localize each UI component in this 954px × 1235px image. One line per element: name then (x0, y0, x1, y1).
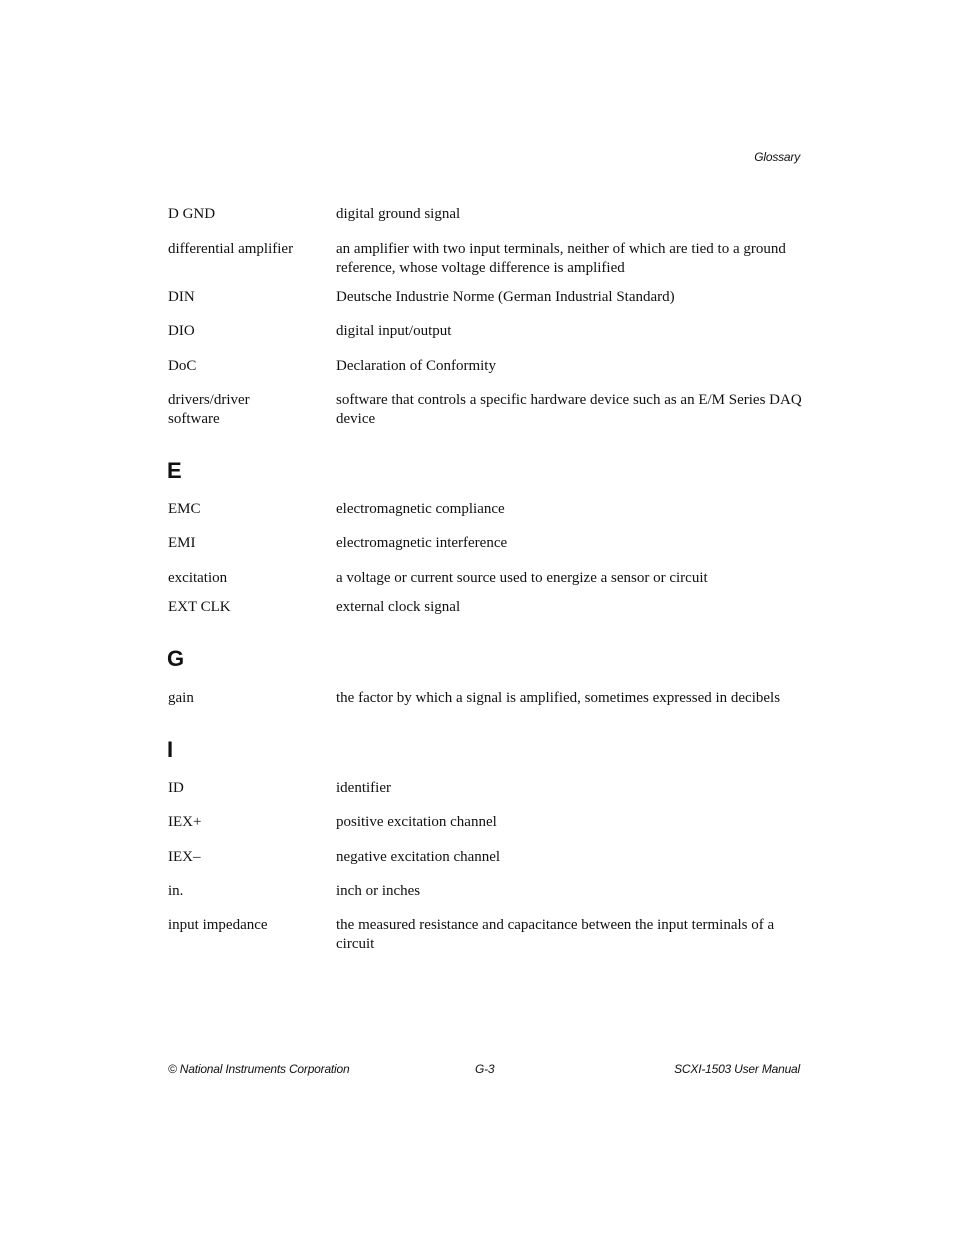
section-heading-e: E (167, 458, 182, 483)
glossary-definition: external clock signal (336, 599, 461, 615)
glossary-definition: Declaration of Conformity (336, 358, 496, 374)
glossary-definition: software that controls a specific hardware device such as an E/M Series DAQ device (336, 392, 802, 427)
glossary-term: DIO (168, 323, 195, 339)
glossary-term: EXT CLK (168, 599, 231, 615)
glossary-term: EMC (168, 501, 201, 517)
glossary-definition: negative excitation channel (336, 849, 501, 865)
glossary-term: IEX– (168, 849, 201, 865)
glossary-definition: digital ground signal (336, 206, 461, 222)
footer-copyright: © National Instruments Corporation (168, 1062, 350, 1076)
glossary-definition: electromagnetic interference (336, 535, 508, 551)
glossary-definition: a voltage or current source used to energize a sensor or circuit (336, 570, 708, 586)
glossary-term: DIN (168, 289, 195, 305)
footer-manual-title: SCXI-1503 User Manual (674, 1062, 800, 1076)
glossary-term: in. (168, 883, 184, 899)
glossary-definition: identifier (336, 780, 391, 796)
section-heading-g: G (167, 646, 185, 671)
glossary-definition: the factor by which a signal is amplified, sometimes expressed in decibels (336, 690, 781, 706)
glossary-term: EMI (168, 535, 196, 551)
glossary-term: differential amplifier (168, 241, 294, 257)
section-heading-i: I (167, 737, 174, 762)
running-header: Glossary (754, 150, 800, 164)
glossary-term: input impedance (168, 917, 268, 933)
glossary-definition: inch or inches (336, 883, 421, 899)
glossary-term: DoC (168, 358, 197, 374)
glossary-definition: Deutsche Industrie Norme (German Industrial Standard) (336, 289, 675, 305)
glossary-term: drivers/driver software (168, 392, 250, 427)
glossary-definition: digital input/output (336, 323, 452, 339)
glossary-definition: positive excitation channel (336, 814, 497, 830)
glossary-definition: electromagnetic compliance (336, 501, 505, 517)
glossary-definition: an amplifier with two input terminals, neither of which are tied to a ground reference, whose voltage difference is amplified (336, 241, 786, 276)
glossary-term: excitation (168, 570, 228, 586)
glossary-term: ID (168, 780, 184, 796)
glossary-term: gain (168, 690, 194, 706)
glossary-definition: the measured resistance and capacitance between the input terminals of a circuit (336, 917, 775, 952)
page-number: G-3 (475, 1062, 495, 1076)
glossary-term: IEX+ (168, 814, 202, 830)
glossary-term: D GND (168, 206, 216, 222)
